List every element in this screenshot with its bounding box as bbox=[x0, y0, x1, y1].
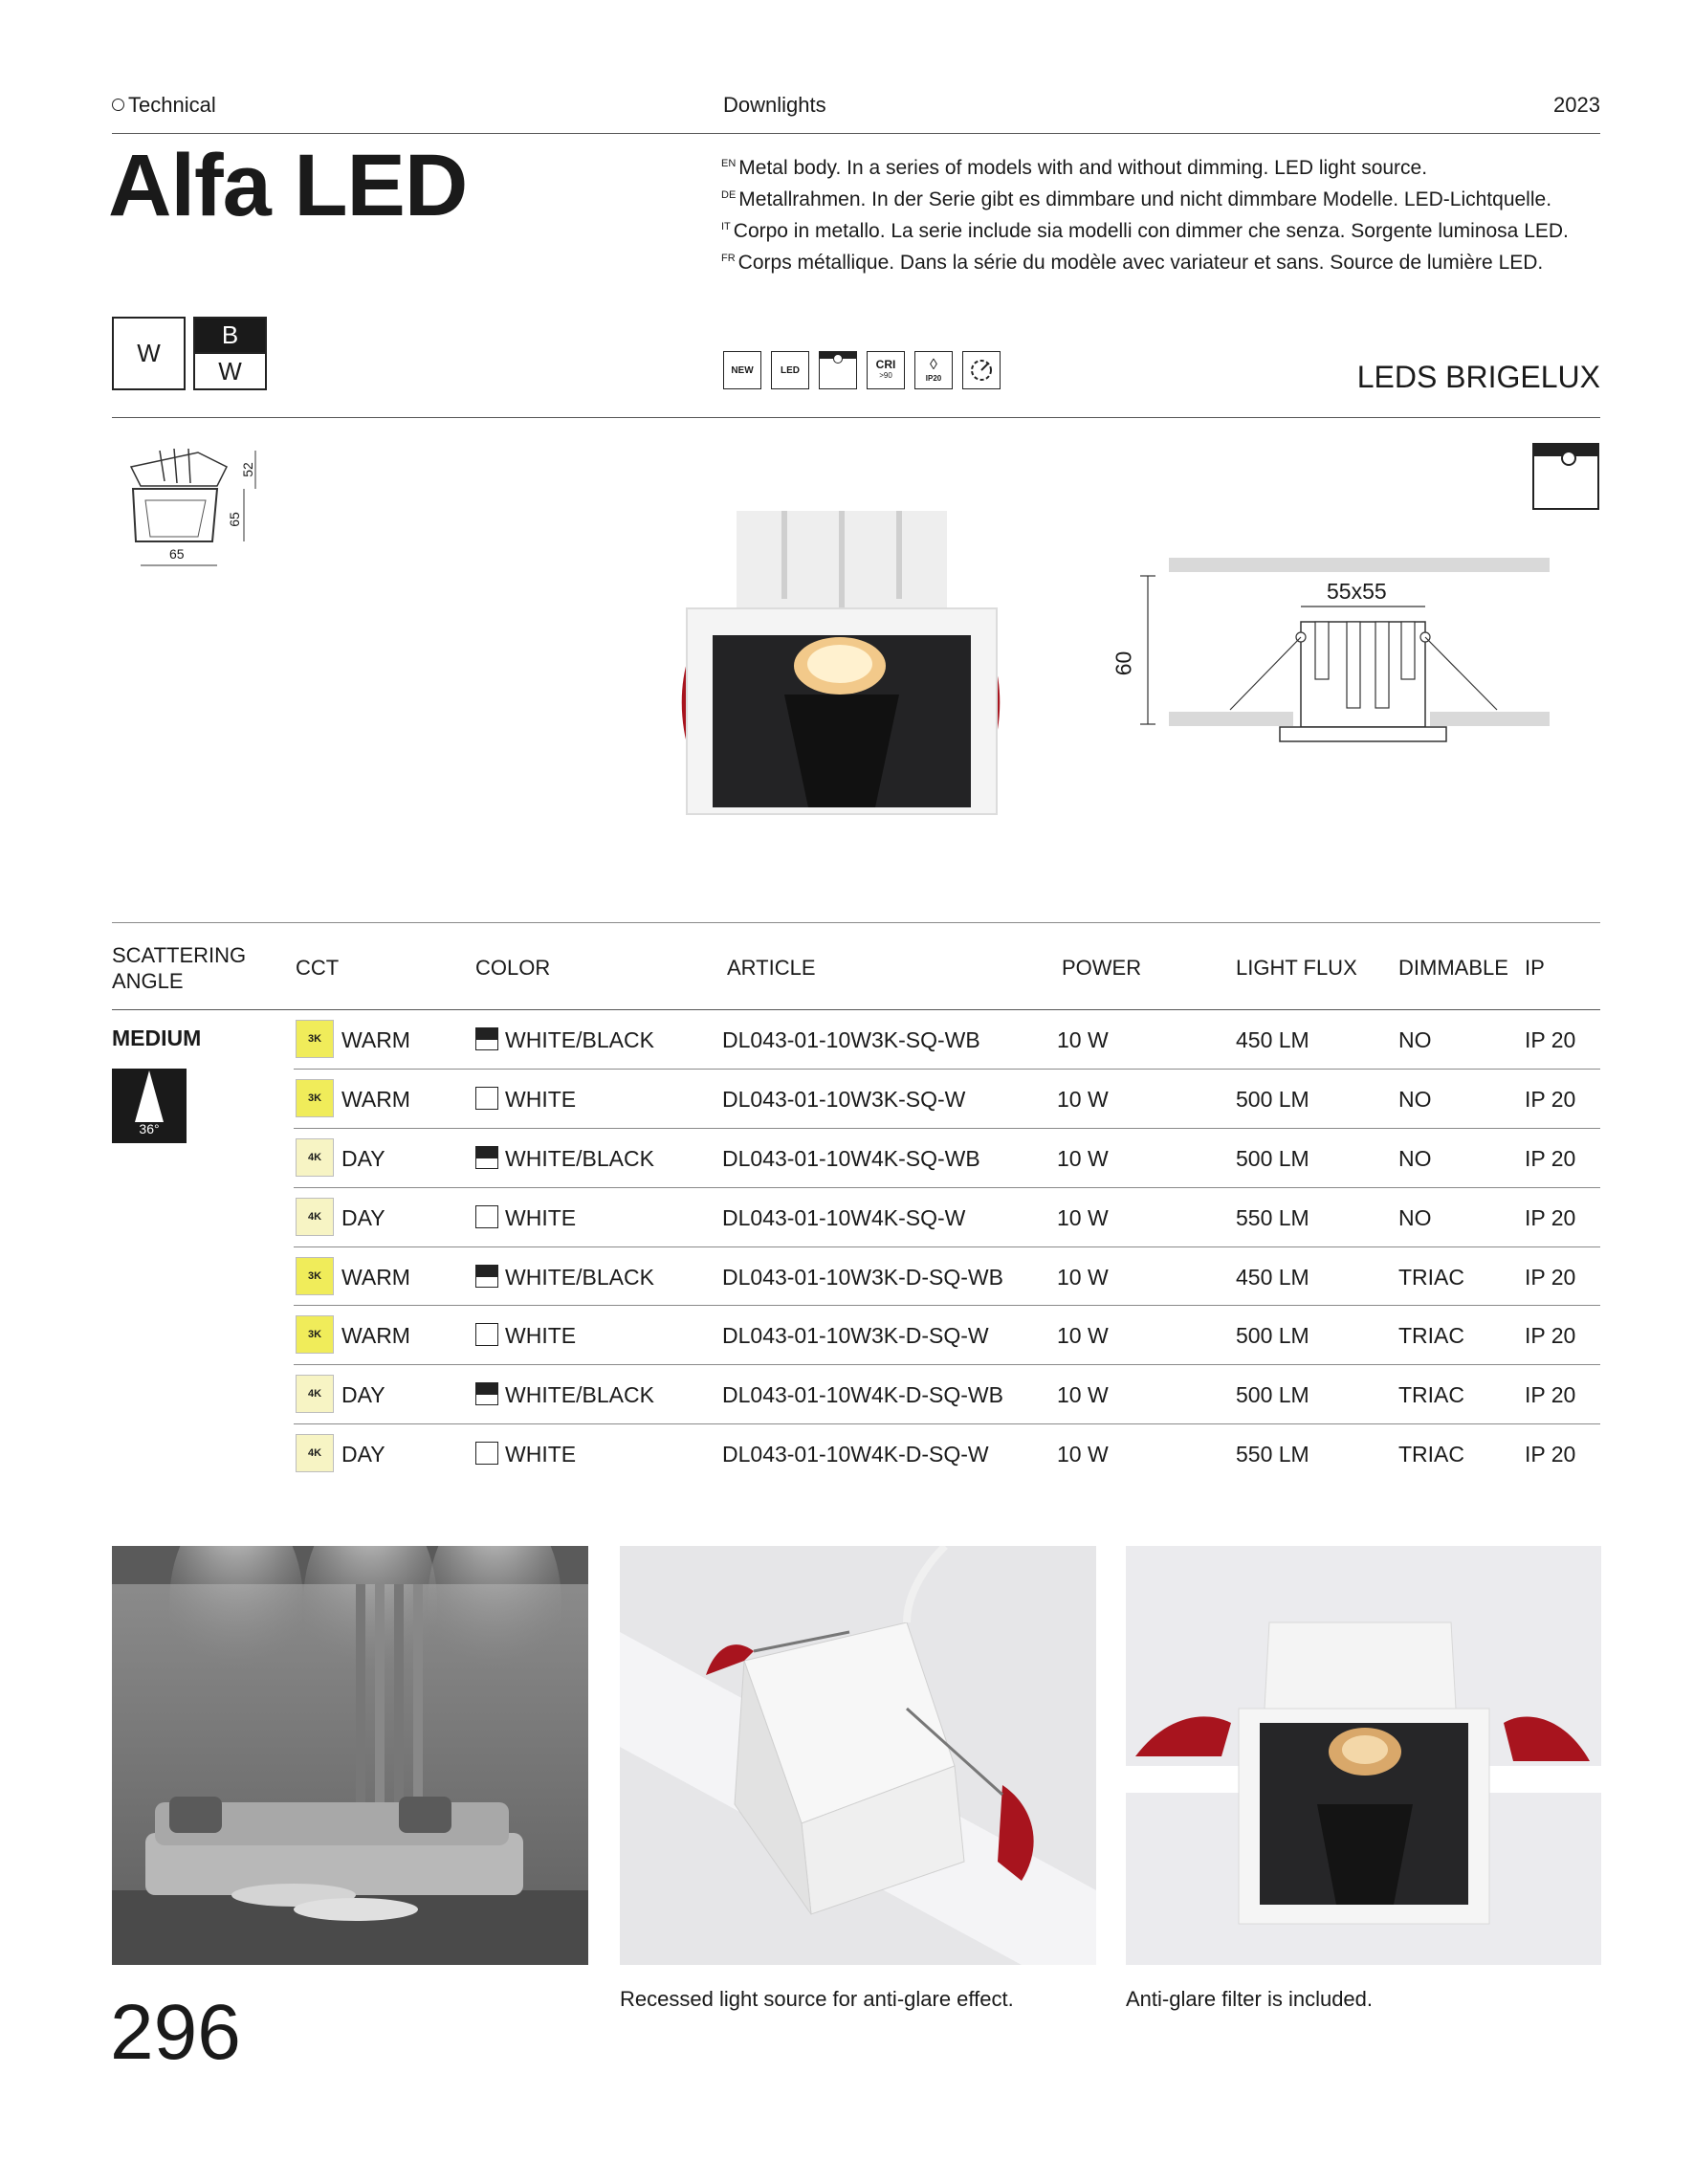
dim-cutout: 55x55 bbox=[1327, 579, 1387, 604]
power-cell: 10 W bbox=[1057, 1027, 1109, 1052]
article-cell: DL043-01-10W3K-D-SQ-WB bbox=[722, 1265, 1003, 1290]
ip-cell: IP 20 bbox=[1525, 1146, 1576, 1171]
cri-label: CRI bbox=[875, 358, 896, 371]
dimmable-cell: TRIAC bbox=[1398, 1265, 1464, 1290]
color-cell: WHITE/BLACK bbox=[505, 1146, 654, 1171]
page-number: 296 bbox=[110, 1989, 241, 2076]
cct-badge: 4K bbox=[296, 1198, 334, 1236]
cct-cell: DAY bbox=[341, 1205, 385, 1230]
flux-cell: 550 LM bbox=[1236, 1442, 1309, 1467]
cct-cell: WARM bbox=[341, 1265, 410, 1290]
color-cell: WHITE bbox=[505, 1323, 577, 1348]
dim-depth: 60 bbox=[1111, 651, 1136, 676]
article-cell: DL043-01-10W4K-SQ-W bbox=[722, 1205, 966, 1230]
header-angle: SCATTERING ANGLE bbox=[112, 943, 247, 993]
cri-value: >90 bbox=[879, 371, 892, 380]
section-divider bbox=[112, 417, 1600, 418]
dim-width: 65 bbox=[169, 546, 185, 562]
color-option-white: W bbox=[112, 317, 186, 390]
article-cell: DL043-01-10W3K-D-SQ-W bbox=[722, 1323, 989, 1348]
header-color: COLOR bbox=[475, 956, 551, 980]
color-option-white-bottom: W bbox=[193, 352, 267, 390]
power-cell: 10 W bbox=[1057, 1382, 1109, 1407]
color-swatch bbox=[475, 1442, 498, 1465]
cct-badge: 3K bbox=[296, 1020, 334, 1058]
dimension-drawing-small bbox=[112, 443, 275, 572]
color-cell: WHITE bbox=[505, 1087, 577, 1112]
dim-height: 65 bbox=[226, 512, 242, 527]
beam-angle-icon bbox=[112, 1069, 187, 1143]
cri-badge bbox=[867, 351, 905, 389]
cct-badge: 4K bbox=[296, 1138, 334, 1177]
header-article: ARTICLE bbox=[727, 956, 816, 980]
header-ip: IP bbox=[1525, 956, 1545, 980]
row-divider bbox=[294, 1423, 1600, 1424]
power-cell: 10 W bbox=[1057, 1146, 1109, 1171]
droplet-icon: ◊ bbox=[930, 356, 937, 373]
ip-cell: IP 20 bbox=[1525, 1205, 1576, 1230]
cct-cell: WARM bbox=[341, 1027, 410, 1052]
caption-antiglare: Anti-glare filter is included. bbox=[1126, 1987, 1374, 2011]
header-flux: LIGHT FLUX bbox=[1236, 956, 1357, 980]
interior-photo bbox=[112, 1546, 588, 1965]
cct-badge: 3K bbox=[296, 1315, 334, 1354]
flux-cell: 500 LM bbox=[1236, 1323, 1309, 1348]
ip-label: IP20 bbox=[925, 373, 942, 383]
year-label: 2023 bbox=[1553, 93, 1600, 117]
section-label bbox=[112, 93, 216, 118]
color-swatch bbox=[475, 1265, 498, 1288]
flux-cell: 500 LM bbox=[1236, 1087, 1309, 1112]
color-swatch bbox=[475, 1205, 498, 1228]
cct-badge: 4K bbox=[296, 1375, 334, 1413]
color-cell: WHITE bbox=[505, 1205, 577, 1230]
header-dimmable: DIMMABLE bbox=[1398, 956, 1508, 980]
dimmable-cell: TRIAC bbox=[1398, 1323, 1464, 1348]
description-fr: $^{FR}$ Corps métallique. Dans la série du modèle avec variateur et sans. Source de lumière LED. bbox=[721, 252, 1544, 274]
dimmable-cell: NO bbox=[1398, 1027, 1432, 1052]
cct-badge: 3K bbox=[296, 1079, 334, 1117]
ip-cell: IP 20 bbox=[1525, 1087, 1576, 1112]
dimmable-cell: NO bbox=[1398, 1205, 1432, 1230]
flux-cell: 450 LM bbox=[1236, 1265, 1309, 1290]
color-swatch bbox=[475, 1146, 498, 1169]
row-divider bbox=[294, 1364, 1600, 1365]
article-cell: DL043-01-10W4K-D-SQ-WB bbox=[722, 1382, 1003, 1407]
caption-recessed: Recessed light source for anti-glare effect. bbox=[620, 1987, 1014, 2011]
cct-cell: DAY bbox=[341, 1146, 385, 1171]
cct-cell: WARM bbox=[341, 1323, 410, 1348]
dimmable-cell: NO bbox=[1398, 1087, 1432, 1112]
power-cell: 10 W bbox=[1057, 1087, 1109, 1112]
header-cct: CCT bbox=[296, 956, 340, 980]
antiglare-photo bbox=[1126, 1546, 1601, 1965]
ip-cell: IP 20 bbox=[1525, 1027, 1576, 1052]
dimmable-cell: TRIAC bbox=[1398, 1442, 1464, 1467]
product-title: Alfa LED bbox=[108, 137, 468, 234]
flux-cell: 550 LM bbox=[1236, 1205, 1309, 1230]
color-cell: WHITE/BLACK bbox=[505, 1265, 654, 1290]
flux-cell: 500 LM bbox=[1236, 1382, 1309, 1407]
dim-top: 52 bbox=[239, 462, 255, 477]
color-swatch bbox=[475, 1087, 498, 1110]
ip-cell: IP 20 bbox=[1525, 1323, 1576, 1348]
color-swatch bbox=[475, 1382, 498, 1405]
ip-cell: IP 20 bbox=[1525, 1442, 1576, 1467]
article-cell: DL043-01-10W4K-D-SQ-W bbox=[722, 1442, 989, 1467]
row-divider bbox=[294, 1305, 1600, 1306]
cct-cell: DAY bbox=[341, 1382, 385, 1407]
new-badge: NEW bbox=[723, 351, 761, 389]
cct-cell: WARM bbox=[341, 1087, 410, 1112]
color-cell: WHITE bbox=[505, 1442, 577, 1467]
row-divider bbox=[294, 1069, 1600, 1070]
cct-badge: 4K bbox=[296, 1434, 334, 1472]
section-text: Technical bbox=[128, 93, 216, 117]
description-de: $^{DE}$ Metallrahmen. In der Serie gibt es dimmbare und nicht dimmbare Modelle. LED-Lichtquelle. bbox=[721, 188, 1552, 210]
color-cell: WHITE/BLACK bbox=[505, 1382, 654, 1407]
power-cell: 10 W bbox=[1057, 1442, 1109, 1467]
angle-label: MEDIUM bbox=[112, 1026, 202, 1050]
row-divider bbox=[294, 1128, 1600, 1129]
product-description bbox=[721, 150, 1569, 276]
color-swatch bbox=[475, 1323, 498, 1346]
installation-drawing bbox=[1110, 555, 1569, 756]
power-cell: 10 W bbox=[1057, 1205, 1109, 1230]
table-header-line bbox=[112, 1009, 1600, 1010]
ip-badge bbox=[914, 351, 953, 389]
led-badge: LED bbox=[771, 351, 809, 389]
color-cell: WHITE/BLACK bbox=[505, 1027, 654, 1052]
power-cell: 10 W bbox=[1057, 1265, 1109, 1290]
category-label: Downlights bbox=[723, 93, 826, 117]
row-divider bbox=[294, 1187, 1600, 1188]
color-swatch bbox=[475, 1027, 498, 1050]
dimmable-cell: TRIAC bbox=[1398, 1382, 1464, 1407]
description-en: $^{EN}$ Metal body. In a series of models with and without dimming. LED light source. bbox=[721, 157, 1428, 179]
mount-type-icon bbox=[1532, 443, 1599, 510]
ip-cell: IP 20 bbox=[1525, 1265, 1576, 1290]
ip-cell: IP 20 bbox=[1525, 1382, 1576, 1407]
dimmable-icon bbox=[962, 351, 1001, 389]
dimmable-cell: NO bbox=[1398, 1146, 1432, 1171]
flux-cell: 450 LM bbox=[1236, 1027, 1309, 1052]
circle-icon bbox=[112, 99, 124, 111]
article-cell: DL043-01-10W4K-SQ-WB bbox=[722, 1146, 980, 1171]
header-power: POWER bbox=[1062, 956, 1142, 980]
cct-cell: DAY bbox=[341, 1442, 385, 1467]
power-cell: 10 W bbox=[1057, 1323, 1109, 1348]
flux-cell: 500 LM bbox=[1236, 1146, 1309, 1171]
recessed-icon bbox=[819, 351, 857, 389]
angle-value: 36° bbox=[139, 1121, 160, 1136]
installation-photo bbox=[620, 1546, 1096, 1965]
header-divider bbox=[112, 133, 1600, 134]
brand-label: LEDS BRIGELUX bbox=[1356, 360, 1600, 394]
color-option-black-top: B bbox=[193, 317, 267, 354]
table-top-line bbox=[112, 922, 1600, 923]
description-it: $^{IT}$ Corpo in metallo. La serie include sia modelli con dimmer che senza. Sorgente luminosa LED. bbox=[721, 220, 1569, 242]
article-cell: DL043-01-10W3K-SQ-W bbox=[722, 1087, 966, 1112]
product-image bbox=[679, 503, 1004, 815]
cct-badge: 3K bbox=[296, 1257, 334, 1295]
article-cell: DL043-01-10W3K-SQ-WB bbox=[722, 1027, 980, 1052]
row-divider bbox=[294, 1246, 1600, 1247]
